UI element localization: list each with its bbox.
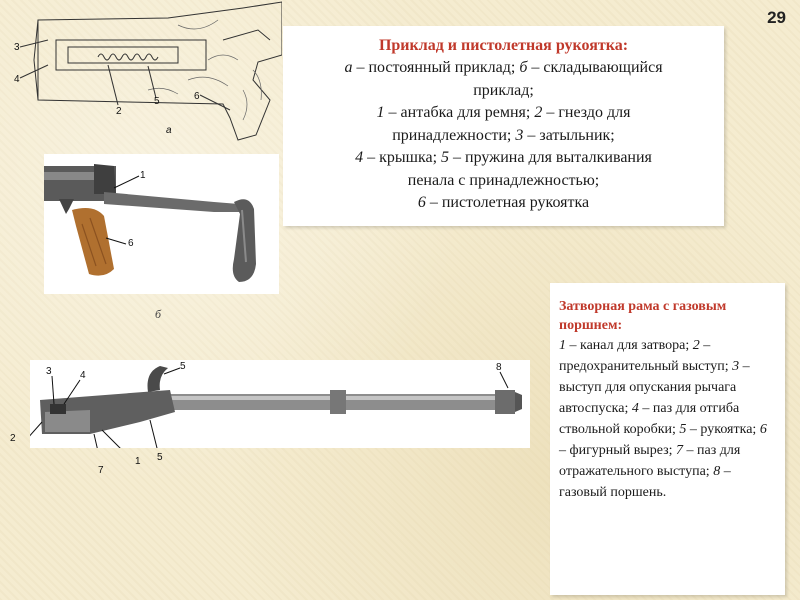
drawing-label-2: 2 <box>116 106 122 117</box>
bolt-label-4: 4 <box>80 370 86 381</box>
stock-caption-line-7: 6 – пистолетная рукоятка <box>417 194 590 211</box>
bolt-label-3: 3 <box>46 366 52 377</box>
stock-caption-line-6: пенала с принадлежностью; <box>407 171 600 189</box>
bolt-label-1: 1 <box>135 456 141 467</box>
bolt-label-8: 8 <box>496 362 502 373</box>
bolt-caption-title: Затворная рама с газовым поршнем: <box>559 299 727 333</box>
stock-caption-line-3: 1 – антабка для ремня; 2 – гнездо для <box>376 104 631 121</box>
folding-stock-photo <box>44 154 279 294</box>
drawing-label-6: 6 <box>194 91 200 102</box>
bolt-label-7: 7 <box>98 465 104 476</box>
drawing-label-5: 5 <box>154 96 160 107</box>
page-number: 29 <box>767 8 786 27</box>
bolt-label-2: 2 <box>10 433 16 444</box>
folding-label-6: 6 <box>128 238 134 249</box>
drawing-label-4: 4 <box>14 74 20 85</box>
folding-label-1: 1 <box>140 170 146 181</box>
stock-caption <box>283 26 724 226</box>
stock-caption-line-5: 4 – крышка; 5 – пружина для выталкивания <box>355 149 652 166</box>
drawing-sub-a: а <box>166 125 172 136</box>
stock-caption-line-1: а – постоянный приклад; б – складывающийся <box>344 59 663 76</box>
folding-sub-b: б <box>155 307 162 321</box>
fixed-stock-drawing <box>8 0 282 143</box>
drawing-label-3: 3 <box>14 42 20 53</box>
bolt-label-6: 5 <box>157 452 163 463</box>
bolt-caption-body: 1 – канал для затвора; 2 – предохранительный выступ; 3 – выступ для опускания рычага автоспуска; 4 – паз для отгиба ствольной коробки; 5 – рукоятка; 6 – фигурный вырез; 7 – паз для отражательного выступа; 8 – газовый поршень. <box>559 338 767 500</box>
bolt-caption <box>550 283 785 595</box>
stock-caption-line-2: приклад; <box>473 81 534 99</box>
stock-caption-title: Приклад и пистолетная рукоятка: <box>378 37 629 54</box>
bolt-label-5-top: 5 <box>180 361 186 372</box>
stock-caption-line-4: принадлежности; 3 – затыльник; <box>392 126 615 144</box>
